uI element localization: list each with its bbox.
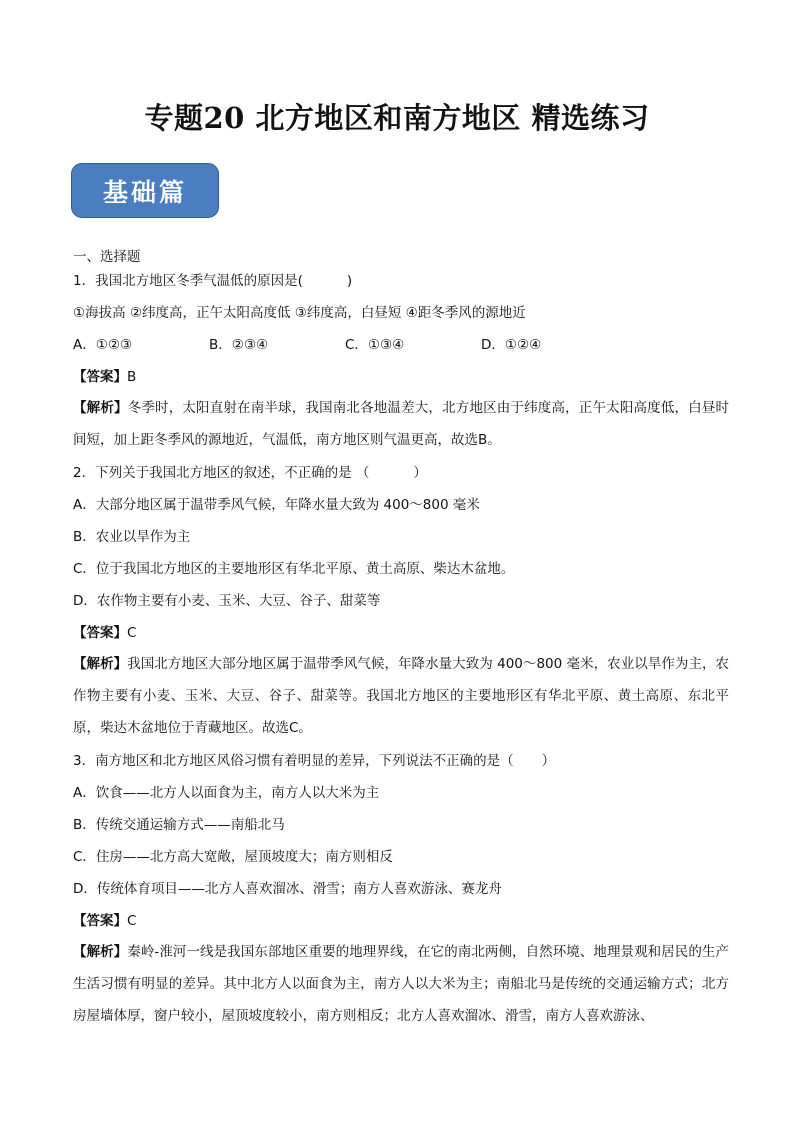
q1-items: ①海拔高 ②纬度高，正午太阳高度低 ③纬度高，白昼短 ④距冬季风的源地近 bbox=[73, 305, 526, 321]
q1-stem-text: 1．我国北方地区冬季气温低的原因是( bbox=[73, 273, 303, 289]
q2-answer bbox=[73, 624, 136, 642]
answer-label: 【答案】 bbox=[73, 913, 127, 929]
q2-option-c: C．位于我国北方地区的主要地形区有华北平原、黄土高原、柴达木盆地。 bbox=[73, 561, 515, 577]
section-badge: 基础篇 bbox=[71, 163, 219, 218]
q1-option-d: D．①②④ bbox=[481, 337, 542, 353]
q1-paren-close: ) bbox=[346, 273, 353, 289]
q3-analysis-text: 秦岭-淮河一线是我国东部地区重要的地理界线，在它的南北两侧，自然环境、地理景观和居民的生产生活习惯有明显的差异。其中北方人以面食为主，南方人以大米为主；南船北马是传统的交通运输方式；北方房屋墙体厚，窗户较小，屋顶坡度较小，南方则相反；北方人喜欢溜冰、滑雪，南方人喜欢游泳、 bbox=[73, 944, 730, 1024]
q3-analysis bbox=[73, 936, 729, 1032]
q2-answer-value: C bbox=[127, 625, 137, 641]
analysis-label: 【解析】 bbox=[73, 656, 128, 672]
q1-answer bbox=[73, 368, 136, 386]
q1-stem bbox=[73, 272, 352, 290]
q1-analysis-text: 冬季时，太阳直射在南半球，我国南北各地温差大，北方地区由于纬度高，正午太阳高度低，白昼时间短，加上距冬季风的源地近，气温低，南方地区则气温更高，故选B。 bbox=[73, 400, 730, 448]
section-heading: 一、选择题 bbox=[73, 249, 141, 265]
q2-stem-text: 2．下列关于我国北方地区的叙述，不正确的是 （ bbox=[73, 465, 370, 481]
q2-stem bbox=[73, 464, 427, 482]
q1-options bbox=[73, 336, 617, 354]
q3-stem bbox=[73, 752, 555, 770]
q3-option-a: A．饮食——北方人以面食为主，南方人以大米为主 bbox=[73, 785, 380, 801]
analysis-label: 【解析】 bbox=[73, 944, 128, 960]
q2-analysis-text: 我国北方地区大部分地区属于温带季风气候，年降水量大致为 400～800 毫米，农业以旱作为主，农作物主要有小麦、玉米、大豆、谷子、甜菜等。我国北方地区的主要地形区有华北平原、黄土高原、东北平原，柴达木盆地位于青藏地区。故选C。 bbox=[73, 656, 729, 736]
q3-option-b: B．传统交通运输方式——南船北马 bbox=[73, 817, 285, 833]
q3-answer bbox=[73, 912, 136, 930]
q1-option-a: A．①②③ bbox=[73, 337, 133, 353]
q2-analysis bbox=[73, 648, 729, 744]
answer-label: 【答案】 bbox=[73, 625, 127, 641]
q1-analysis bbox=[73, 392, 729, 456]
analysis-label: 【解析】 bbox=[73, 400, 128, 416]
q2-option-d: D．农作物主要有小麦、玉米、大豆、谷子、甜菜等 bbox=[73, 593, 381, 609]
q2-option-a: A．大部分地区属于温带季风气候，年降水量大致为 400～800 毫米 bbox=[73, 497, 480, 513]
q3-option-c: C．住房——北方高大宽敞，屋顶坡度大；南方则相反 bbox=[73, 849, 393, 865]
q3-paren-close: ） bbox=[541, 753, 556, 769]
q1-option-c: C．①③④ bbox=[345, 337, 405, 353]
q1-answer-value: B bbox=[127, 369, 137, 385]
q2-paren-close: ） bbox=[413, 465, 427, 481]
q3-stem-text: 3．南方地区和北方地区风俗习惯有着明显的差异，下列说法不正确的是（ bbox=[73, 753, 514, 769]
answer-label: 【答案】 bbox=[73, 369, 127, 385]
q3-option-d: D．传统体育项目——北方人喜欢溜冰、滑雪；南方人喜欢游泳、赛龙舟 bbox=[73, 881, 502, 897]
q1-option-b: B．②③④ bbox=[209, 337, 269, 353]
q2-option-b: B．农业以旱作为主 bbox=[73, 529, 191, 545]
page-title: 专题20 北方地区和南方地区 精选练习 bbox=[144, 101, 650, 135]
q3-answer-value: C bbox=[127, 913, 137, 929]
